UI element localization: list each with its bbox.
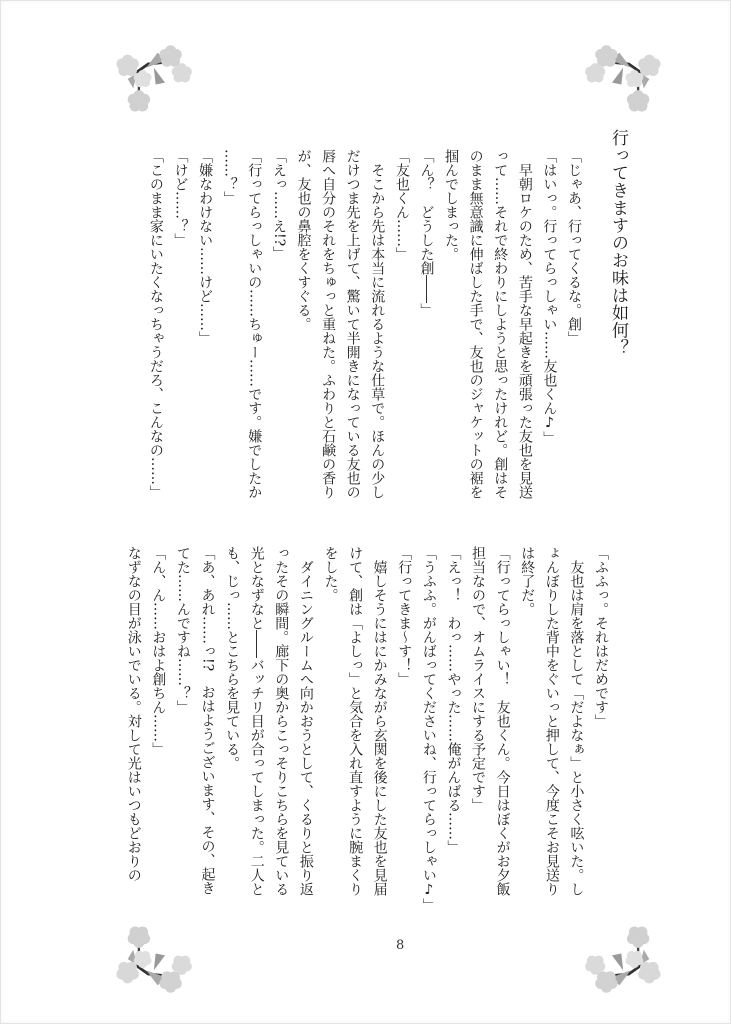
- text-column: 「あ、あれ……っ!? おはようございます、その、起き: [199, 546, 216, 896]
- text-column: 「ふふっ。それはだめです」: [593, 546, 609, 728]
- text-column: だけつま先を上げて、驚いて半開きになっている友也の: [344, 149, 361, 499]
- text-column: は終了だ。: [519, 546, 536, 616]
- text-column: ダイニングルームへ向かおうとして、くるりと振り返: [297, 546, 314, 896]
- text-column: 「嫌なわけない……けど……」: [197, 149, 214, 345]
- text-column: 早朝ロケのため、苦手な早起きを頑張った友也を見送: [516, 149, 533, 499]
- text-column: 担当なので、オムライスにする予定です」: [470, 546, 487, 812]
- text-column: なずなの目が泳いでいる。対して光はいつもどおりの: [125, 546, 142, 882]
- text-column: てた……んですね……？」: [174, 546, 191, 714]
- chapter-title: 行ってきますのお味は如何？: [608, 129, 628, 357]
- text-column: も、じっ……とこちらを見ている。: [224, 546, 241, 770]
- text-column: 「行ってらっしゃい！ 友也くん。今日はぼくがお夕飯: [494, 546, 511, 896]
- text-column: 「じゃあ、行ってくるな。創」: [566, 149, 582, 345]
- text-column: 「ん？ どうした創――」: [418, 149, 435, 317]
- text-column: ……？」: [221, 149, 238, 205]
- bottom-text-block: [121, 546, 613, 912]
- text-column: 「えっ！ わっ……やった……俺がんばる……」: [445, 546, 462, 854]
- flower-ornament-bottom-right: [584, 923, 668, 999]
- text-column: そこから先は本当に流れるような仕草で。ほんの少し: [369, 149, 386, 499]
- text-column: 「はいっ。行ってらっしゃい……友也くん♪」: [541, 149, 558, 445]
- text-column: 嬉しそうにはにかみながら玄関を後にした友也を見届: [371, 546, 388, 896]
- flower-ornament-bottom-left: [109, 923, 193, 999]
- top-text-block: [143, 149, 586, 499]
- text-column: 友也は肩を落として「だよなぁ」と小さく呟いた。し: [568, 546, 585, 896]
- text-column: 「友也くん……」: [393, 149, 410, 261]
- text-column: をした。: [322, 546, 339, 602]
- text-column: ょんぼりした背中をぐいっと押して、今度こそお見送り: [543, 546, 560, 896]
- page-number: 8: [396, 938, 405, 953]
- text-column: が、友也の鼻腔をくすぐる。: [295, 149, 312, 331]
- flower-ornament-top-left: [109, 39, 193, 115]
- text-column: 光となずなと――バッチリ目が合ってしまった。二人と: [248, 546, 265, 896]
- text-column: 「うふふ。がんばってくださいね、行ってらっしゃい♪」: [420, 546, 437, 912]
- text-column: 「ん、ん……おはよ創ちん……」: [150, 546, 167, 756]
- text-column: のまま無意識に伸ばした手で、友也のジャケットの裾を: [467, 149, 484, 499]
- text-column: ったその瞬間。廊下の奥からこっそりこちらを見ている: [273, 546, 290, 896]
- flower-ornament-top-right: [584, 39, 668, 115]
- text-column: 唇へ自分のそれをちゅっと重ねた。ふわりと石鹸の香り: [320, 149, 337, 499]
- text-column: って……それで終わりにしようと思ったけれど。創はそ: [492, 149, 509, 499]
- text-column: 「けど……？」: [172, 149, 189, 247]
- text-column: 「行ってらっしゃいの……ちゅー……です。嫌でしたか: [246, 149, 263, 499]
- text-column: 「行ってきま～す！」: [396, 546, 413, 686]
- text-column: 「このまま家にいたくなっちゃうだろ、こんなの……」: [147, 149, 164, 499]
- text-column: 「えっ……え!?」: [270, 149, 287, 261]
- text-column: けて、創は「よしっ」と気合を入れ直すように腕まくり: [347, 546, 364, 896]
- text-column: 掴んでしまった。: [443, 149, 460, 261]
